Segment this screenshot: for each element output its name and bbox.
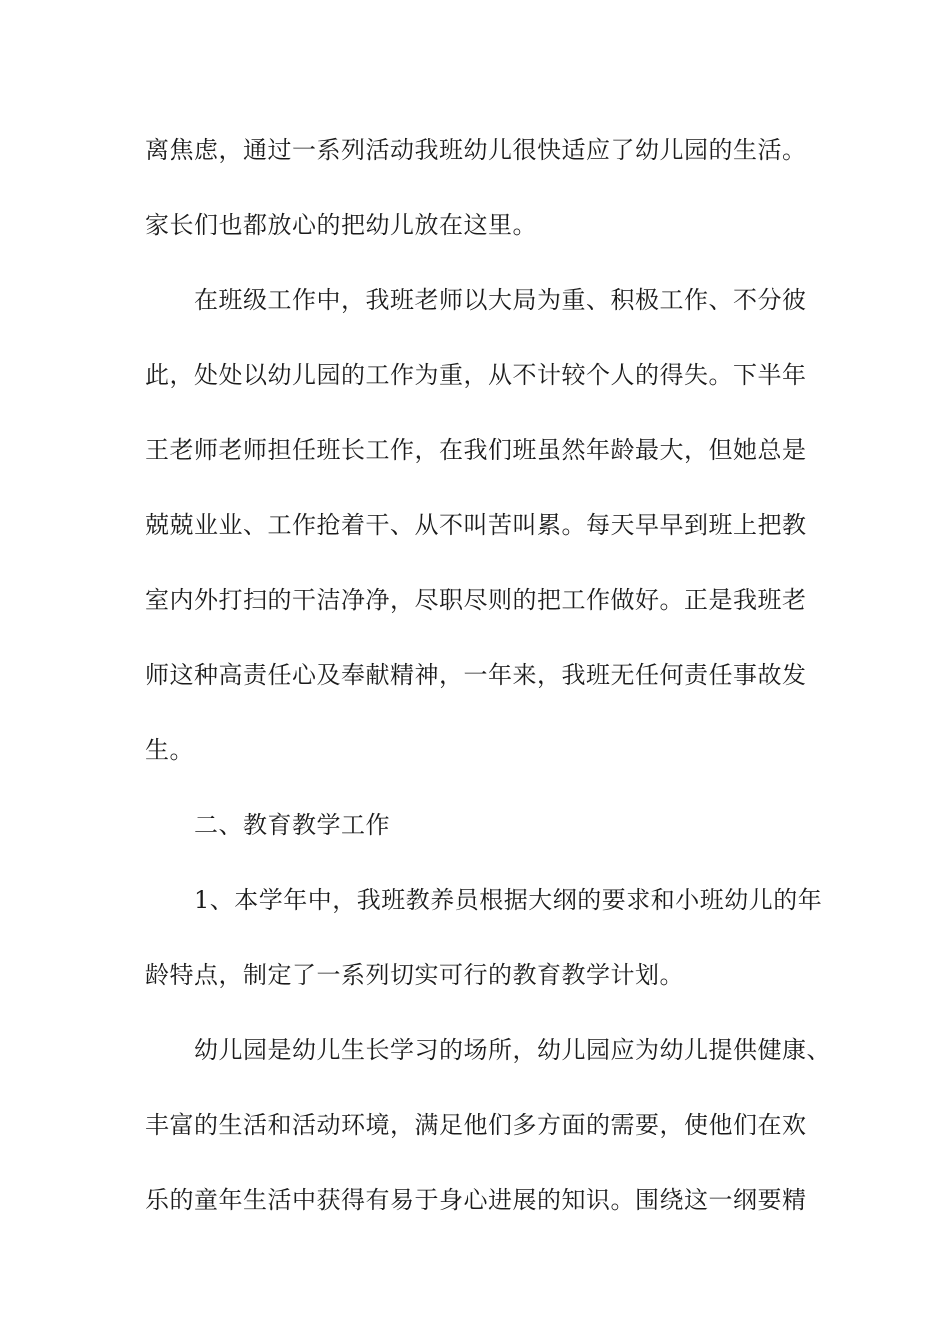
paragraph-line: 乐的童年生活中获得有易于身心进展的知识。围绕这一纲要精 bbox=[145, 1186, 807, 1214]
paragraph-line: 生。 bbox=[145, 736, 194, 764]
paragraph-line: 1、本学年中，我班教养员根据大纲的要求和小班幼儿的年 bbox=[194, 886, 823, 914]
paragraph-line: 兢兢业业、工作抢着干、从不叫苦叫累。每天早早到班上把教 bbox=[145, 511, 807, 539]
paragraph-line: 丰富的生活和活动环境，满足他们多方面的需要，使他们在欢 bbox=[145, 1111, 807, 1139]
paragraph-line: 在班级工作中，我班老师以大局为重、积极工作、不分彼 bbox=[194, 286, 807, 314]
paragraph-line: 幼儿园是幼儿生长学习的场所，幼儿园应为幼儿提供健康、 bbox=[194, 1036, 831, 1064]
paragraph-line: 此，处处以幼儿园的工作为重，从不计较个人的得失。下半年 bbox=[145, 361, 807, 389]
section-heading: 二、教育教学工作 bbox=[194, 811, 390, 839]
paragraph-line: 家长们也都放心的把幼儿放在这里。 bbox=[145, 211, 537, 239]
paragraph-line: 离焦虑，通过一系列活动我班幼儿很快适应了幼儿园的生活。 bbox=[145, 136, 807, 164]
paragraph-line: 师这种高责任心及奉献精神，一年来，我班无任何责任事故发 bbox=[145, 661, 807, 689]
paragraph-line: 龄特点，制定了一系列切实可行的教育教学计划。 bbox=[145, 961, 684, 989]
paragraph-line: 王老师老师担任班长工作，在我们班虽然年龄最大，但她总是 bbox=[145, 436, 807, 464]
paragraph-line: 室内外打扫的干洁净净，尽职尽则的把工作做好。正是我班老 bbox=[145, 586, 807, 614]
